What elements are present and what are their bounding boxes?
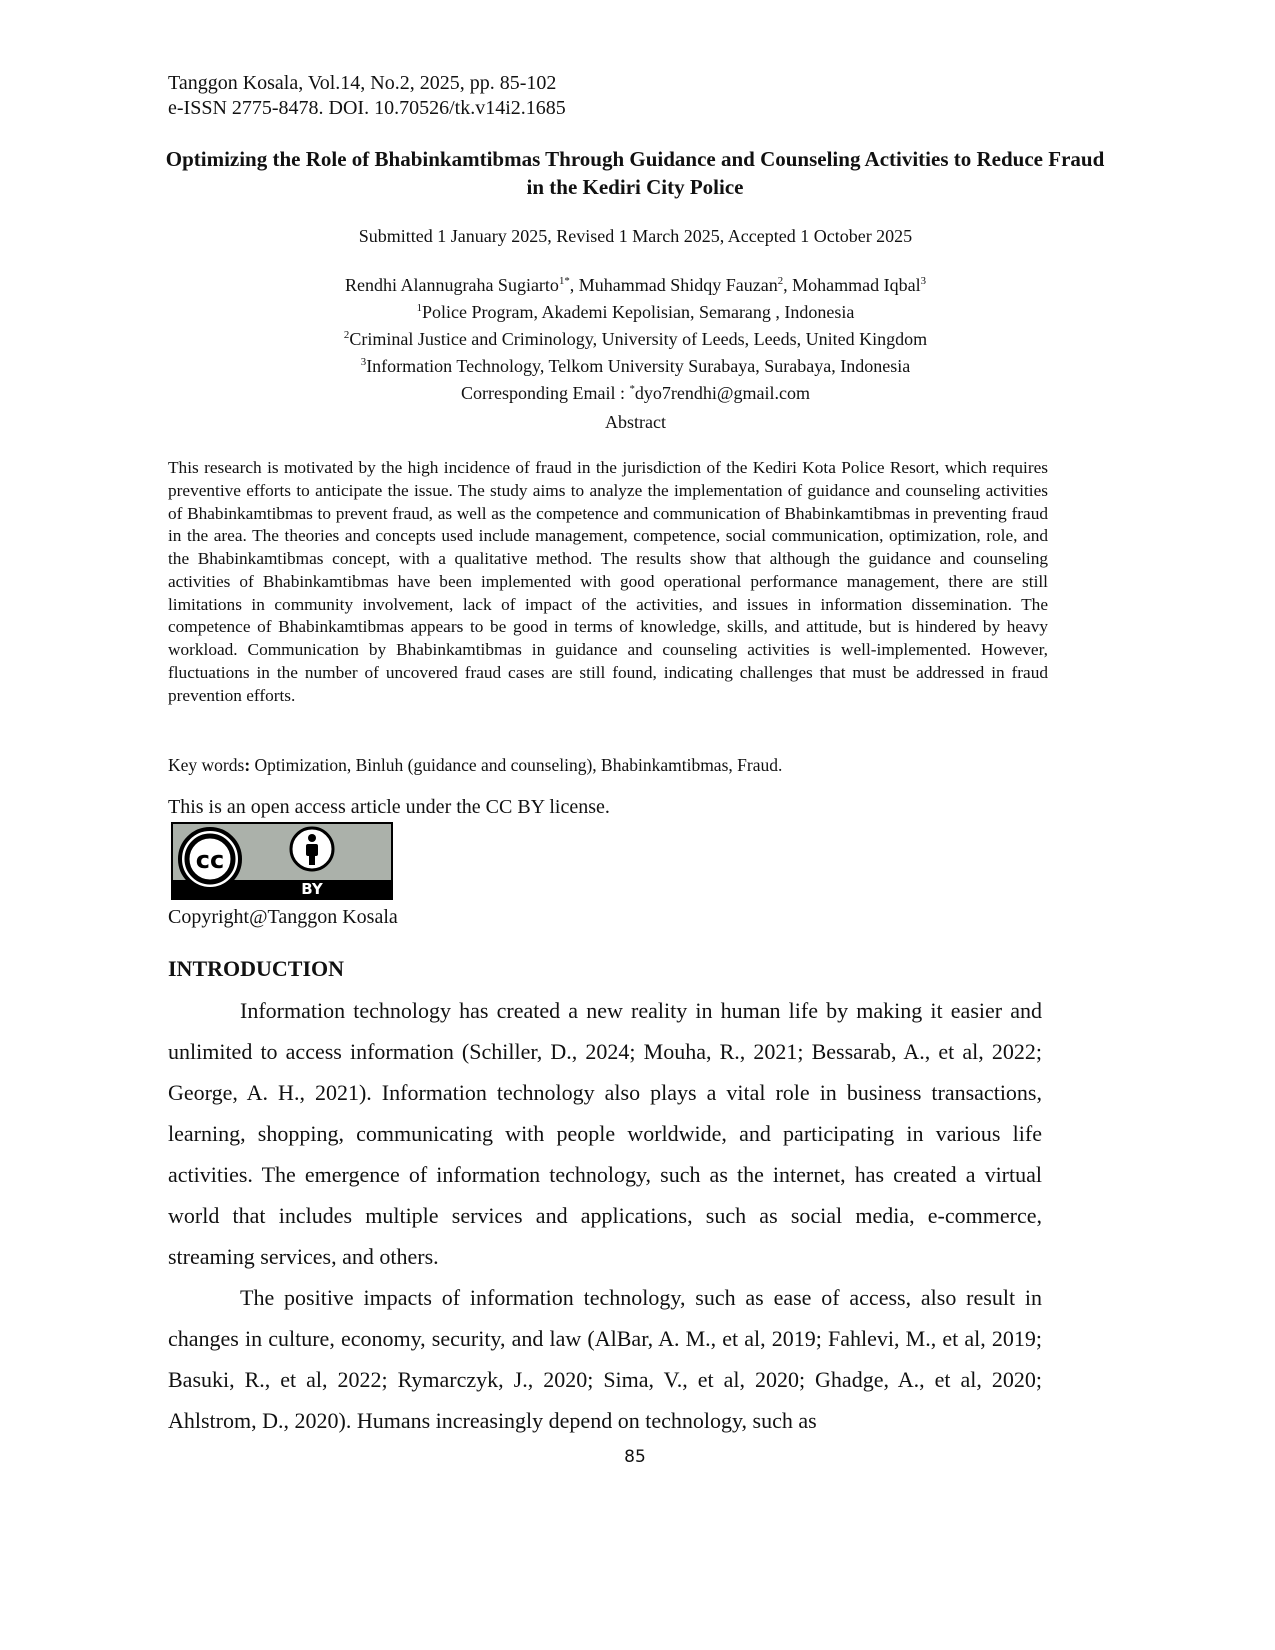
- abstract-text: This research is motivated by the high incidence of fraud in the jurisdiction of the Kediri Kota Police Resort, which requires preventive efforts to anticipate the issue. The study aims to analyze the implementation of guidance and counseling activities of Bhabinkamtibmas to prevent fraud, as well as the competence and communication of Bhabinkamtibmas in preventing fraud in the area. The theories and concepts used include management, competence, social communication, optimization, role, and the Bhabinkamtibmas concept, with a qualitative method. The results show that although the guidance and counseling activities of Bhabinkamtibmas have been implemented with good operational performance management, there are still limitations in community involvement, lack of impact of the activities, and issues in information dissemination. The competence of Bhabinkamtibmas appears to be good in terms of knowledge, skills, and attitude, but is hindered by heavy workload. Communication by Bhabinkamtibmas in guidance and counseling activities is well-implemented. However, fluctuations in the number of uncovered fraud cases are still found, indicating challenges that must be addressed in fraud prevention efforts.: [168, 458, 1048, 705]
- keywords-value: Optimization, Binluh (guidance and counseling), Bhabinkamtibmas, Fraud.: [250, 755, 783, 775]
- author-name: Mohammad Iqbal: [792, 275, 921, 295]
- email-link[interactable]: dyo7rendhi@gmail.com: [634, 383, 810, 403]
- license-statement: This is an open access article under the CC BY license.: [168, 796, 610, 818]
- page-number: 85: [624, 1447, 646, 1467]
- affiliation: [168, 324, 1103, 351]
- abstract-heading: Abstract: [605, 412, 666, 432]
- affiliation-text: Information Technology, Telkom University Surabaya, Surabaya, Indonesia: [366, 356, 911, 376]
- cc-by-license-badge[interactable]: [171, 822, 393, 900]
- affiliation-sup: 3: [360, 356, 367, 368]
- copyright: Copyright@Tanggon Kosala: [168, 906, 398, 928]
- body-text: [168, 990, 1042, 1441]
- paper-title: Optimizing the Role of Bhabinkamtibmas Through Guidance and Counseling Activities to Reduce Fraud in the Kediri City Police: [165, 147, 1105, 199]
- keywords-colon: :: [244, 755, 251, 775]
- keywords: [168, 755, 782, 776]
- paragraph: Information technology has created a new reality in human life by making it easier and unlimited to access information (Schiller, D., 2024; Mouha, R., 2021; Bessarab, A., et al, 2022; George, A. H., 2021). Information technology also plays a vital role in business transactions, learning, shopping, communicating with people worldwide, and participating in various life activities. The emergence of information technology, such as the internet, has created a virtual world that includes multiple services and applications, such as social media, e-commerce, streaming services, and others.: [168, 998, 1042, 1269]
- svg-text:BY: BY: [301, 880, 323, 898]
- email-label: Corresponding Email :: [461, 383, 630, 403]
- submission-dates: Submitted 1 January 2025, Revised 1 March 2025, Accepted 1 October 2025: [358, 226, 913, 246]
- author-sup: 1*: [558, 275, 570, 287]
- affiliation-text: Criminal Justice and Criminology, University of Leeds, Leeds, United Kingdom: [349, 329, 928, 349]
- email-sup: *: [629, 383, 635, 395]
- author-name: Rendhi Alannugraha Sugiarto: [344, 275, 559, 295]
- author-name: Muhammad Shidqy Fauzan: [578, 275, 778, 295]
- svg-text:cc: cc: [195, 846, 225, 874]
- corresponding-email: [168, 378, 1103, 405]
- author-block: [168, 270, 1103, 405]
- author-sup: 2: [777, 275, 784, 287]
- paragraph: The positive impacts of information technology, such as ease of access, also result in changes in culture, economy, security, and law (AlBar, A. M., et al, 2019; Fahlevi, M., et al, 2019; Basuki, R., et al, 2022; Rymarczyk, J., 2020; Sima, V., et al, 2020; Ghadge, A., et al, 2020; Ahlstrom, D., 2020). Humans increasingly depend on technology, such as: [168, 1285, 1042, 1433]
- cc-by-logo-icon: [171, 822, 393, 900]
- affiliation-text: Police Program, Akademi Kepolisian, Semarang , Indonesia: [422, 302, 855, 322]
- affiliation: [168, 351, 1103, 378]
- affiliation: [168, 297, 1103, 324]
- author-sup: 3: [920, 275, 927, 287]
- journal-issn-doi: e-ISSN 2775-8478. DOI. 10.70526/tk.v14i2.1685: [168, 97, 566, 119]
- affiliation-sup: 1: [416, 302, 422, 314]
- affiliation-sup: 2: [343, 329, 350, 341]
- keywords-label: Key words: [168, 755, 245, 775]
- section-heading: INTRODUCTION: [168, 956, 345, 981]
- journal-citation: Tanggon Kosala, Vol.14, No.2, 2025, pp. 85-102: [168, 72, 557, 94]
- author-list: Rendhi Alannugraha Sugiarto$^{1*}$, Muhammad Shidqy Fauzan$^2$, Mohammad Iqbal$^3$: [344, 275, 927, 295]
